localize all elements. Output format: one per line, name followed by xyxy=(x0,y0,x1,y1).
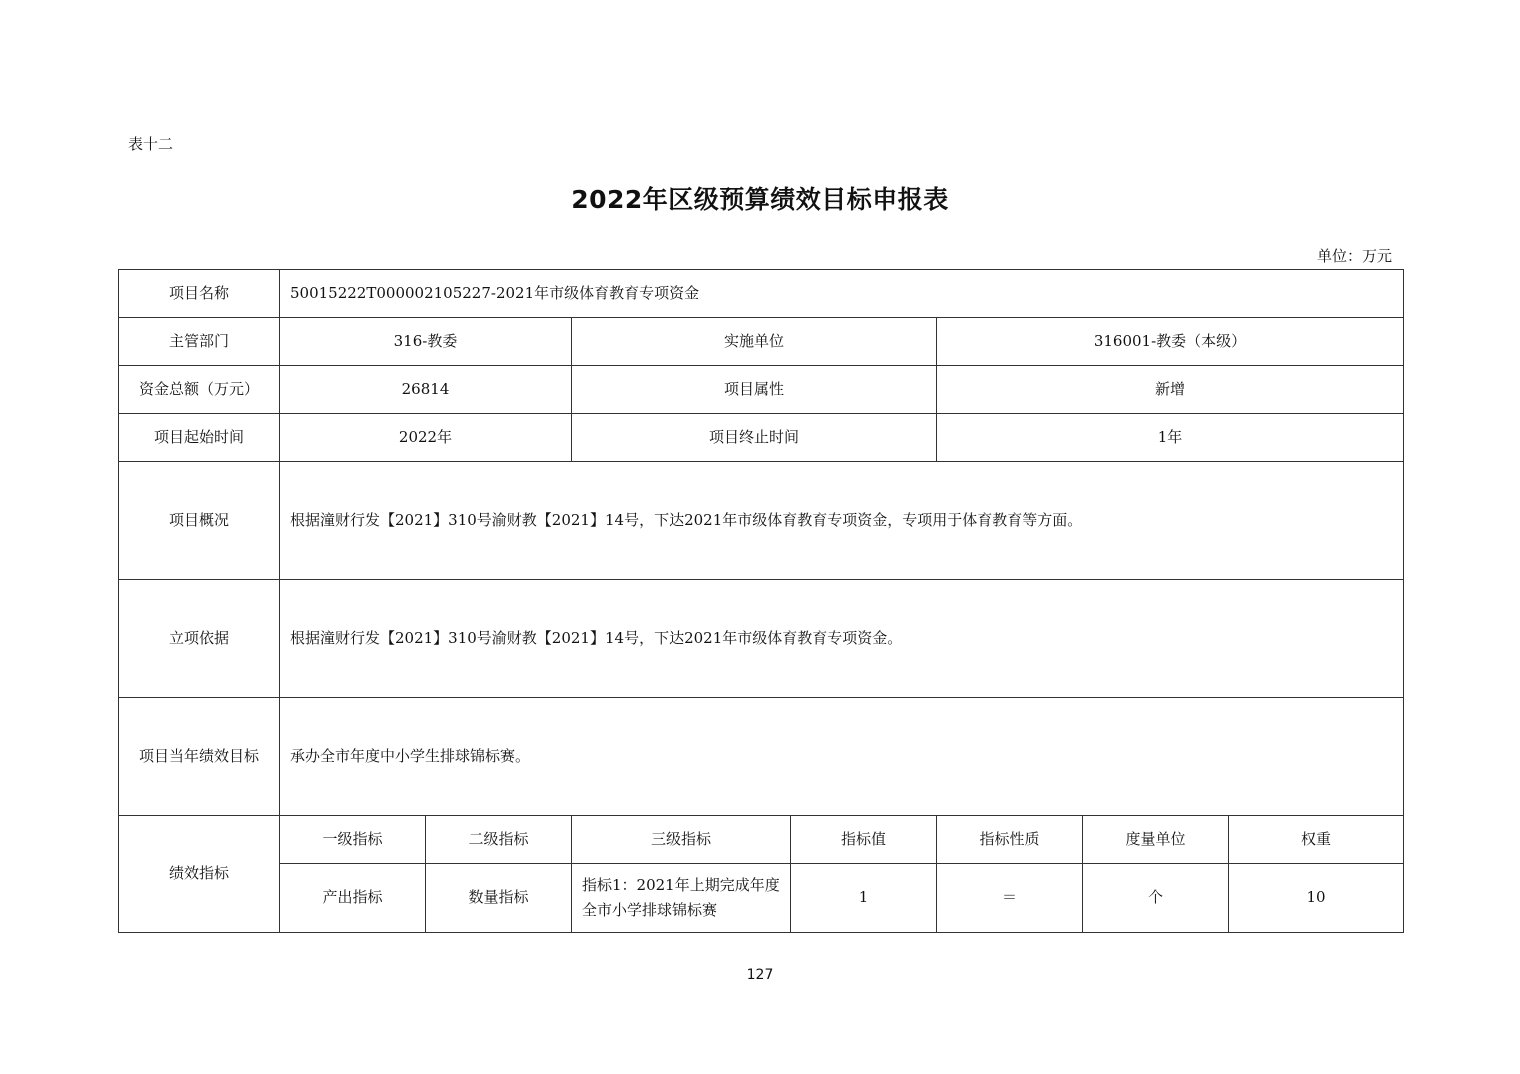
indicator-weight: 10 xyxy=(1229,864,1404,933)
indicator-value: 1 xyxy=(791,864,937,933)
column-header: 度量单位 xyxy=(1083,816,1229,864)
table-row xyxy=(119,580,1404,698)
project-name-label: 项目名称 xyxy=(119,270,280,318)
overview-value: 根据潼财行发【2021】310号渝财教【2021】14号，下达2021年市级体育教育专项资金，专项用于体育教育等方面。 xyxy=(280,462,1404,580)
annual-goal-label: 项目当年绩效目标 xyxy=(119,698,280,816)
implementing-unit-label: 实施单位 xyxy=(572,318,937,366)
project-attribute-label: 项目属性 xyxy=(572,366,937,414)
end-time-label: 项目终止时间 xyxy=(572,414,937,462)
implementing-unit-value: 316001-教委（本级） xyxy=(937,318,1404,366)
column-header: 三级指标 xyxy=(572,816,791,864)
indicators-section-label: 绩效指标 xyxy=(119,816,280,933)
column-header: 一级指标 xyxy=(280,816,426,864)
indicator-row xyxy=(119,864,1404,933)
project-name-value: 50015222T000002105227-2021年市级体育教育专项资金 xyxy=(280,270,1404,318)
table-row xyxy=(119,462,1404,580)
project-attribute-value: 新增 xyxy=(937,366,1404,414)
column-header: 指标性质 xyxy=(937,816,1083,864)
end-time-value: 1年 xyxy=(937,414,1404,462)
indicator-level3: 指标1：2021年上期完成年度全市小学排球锦标赛 xyxy=(572,864,791,933)
total-fund-label: 资金总额（万元） xyxy=(119,366,280,414)
basis-value: 根据潼财行发【2021】310号渝财教【2021】14号，下达2021年市级体育教育专项资金。 xyxy=(280,580,1404,698)
overview-label: 项目概况 xyxy=(119,462,280,580)
department-label: 主管部门 xyxy=(119,318,280,366)
unit-label: 单位：万元 xyxy=(1316,247,1392,265)
total-fund-value: 26814 xyxy=(280,366,572,414)
start-time-value: 2022年 xyxy=(280,414,572,462)
table-row xyxy=(119,366,1404,414)
indicator-level2: 数量指标 xyxy=(426,864,572,933)
column-header: 指标值 xyxy=(791,816,937,864)
table-row xyxy=(119,318,1404,366)
column-header: 二级指标 xyxy=(426,816,572,864)
indicator-unit: 个 xyxy=(1083,864,1229,933)
page-number: 127 xyxy=(746,967,774,983)
table-row xyxy=(119,698,1404,816)
basis-label: 立项依据 xyxy=(119,580,280,698)
column-header: 权重 xyxy=(1229,816,1404,864)
budget-performance-table xyxy=(118,269,1404,933)
table-row xyxy=(119,270,1404,318)
table-row xyxy=(119,414,1404,462)
indicator-header-row xyxy=(119,816,1404,864)
table-number: 表十二 xyxy=(128,135,174,153)
document-title: 2022年区级预算绩效目标申报表 xyxy=(571,185,949,214)
annual-goal-value: 承办全市年度中小学生排球锦标赛。 xyxy=(280,698,1404,816)
start-time-label: 项目起始时间 xyxy=(119,414,280,462)
indicator-nature: ＝ xyxy=(937,864,1083,933)
indicator-level1: 产出指标 xyxy=(280,864,426,933)
department-value: 316-教委 xyxy=(280,318,572,366)
